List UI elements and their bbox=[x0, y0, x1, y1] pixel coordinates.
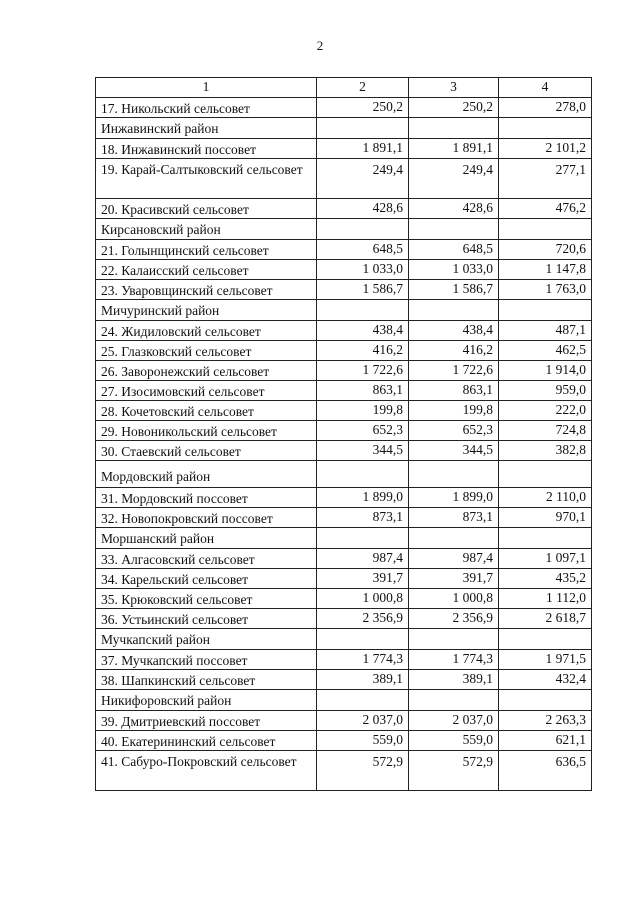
section-row bbox=[96, 300, 592, 321]
value-col-4: 278,0 bbox=[499, 98, 592, 118]
settlement-name: 38. Шапкинский сельсовет bbox=[96, 670, 317, 690]
value-col-4: 476,2 bbox=[499, 199, 592, 219]
empty-cell bbox=[317, 528, 409, 549]
settlement-name: 39. Дмитриевский поссовет bbox=[96, 711, 317, 731]
table-row bbox=[96, 731, 592, 751]
empty-cell bbox=[317, 461, 409, 488]
settlement-name: 35. Крюковский сельсовет bbox=[96, 589, 317, 609]
value-col-4: 1 914,0 bbox=[499, 361, 592, 381]
value-col-4: 970,1 bbox=[499, 508, 592, 528]
value-col-3: 2 037,0 bbox=[409, 711, 499, 731]
value-col-3: 1 891,1 bbox=[409, 139, 499, 159]
table-row bbox=[96, 240, 592, 260]
table-row bbox=[96, 199, 592, 219]
settlement-name: 22. Калаисский сельсовет bbox=[96, 260, 317, 280]
settlement-name: 33. Алгасовский сельсовет bbox=[96, 549, 317, 569]
value-col-4: 1 112,0 bbox=[499, 589, 592, 609]
section-title: Инжавинский район bbox=[96, 118, 317, 139]
value-col-3: 391,7 bbox=[409, 569, 499, 589]
settlement-name: 24. Жидиловский сельсовет bbox=[96, 321, 317, 341]
empty-cell bbox=[499, 690, 592, 711]
value-col-4: 487,1 bbox=[499, 321, 592, 341]
value-col-2: 987,4 bbox=[317, 549, 409, 569]
table-row bbox=[96, 341, 592, 361]
value-col-3: 648,5 bbox=[409, 240, 499, 260]
table-row bbox=[96, 711, 592, 731]
empty-cell bbox=[499, 300, 592, 321]
table-row bbox=[96, 441, 592, 461]
settlement-name: 40. Екатерининский сельсовет bbox=[96, 731, 317, 751]
table-row bbox=[96, 589, 592, 609]
table-row bbox=[96, 569, 592, 589]
value-col-3: 250,2 bbox=[409, 98, 499, 118]
settlement-name: 17. Никольский сельсовет bbox=[96, 98, 317, 118]
value-col-2: 391,7 bbox=[317, 569, 409, 589]
settlement-name: 31. Мордовский поссовет bbox=[96, 488, 317, 508]
empty-cell bbox=[409, 690, 499, 711]
empty-cell bbox=[317, 219, 409, 240]
value-col-3: 987,4 bbox=[409, 549, 499, 569]
settlement-name: 28. Кочетовский сельсовет bbox=[96, 401, 317, 421]
settlement-name: 27. Изосимовский сельсовет bbox=[96, 381, 317, 401]
table-body bbox=[96, 78, 592, 791]
table-row bbox=[96, 508, 592, 528]
settlement-name: 25. Глазковский сельсовет bbox=[96, 341, 317, 361]
empty-cell bbox=[409, 629, 499, 650]
value-col-2: 559,0 bbox=[317, 731, 409, 751]
value-col-3: 873,1 bbox=[409, 508, 499, 528]
value-col-3: 416,2 bbox=[409, 341, 499, 361]
value-col-2: 1 774,3 bbox=[317, 650, 409, 670]
value-col-4: 621,1 bbox=[499, 731, 592, 751]
value-col-4: 382,8 bbox=[499, 441, 592, 461]
value-col-2: 428,6 bbox=[317, 199, 409, 219]
header-cell: 4 bbox=[499, 78, 592, 98]
value-col-4: 277,1 bbox=[499, 159, 592, 199]
value-col-4: 2 101,2 bbox=[499, 139, 592, 159]
value-col-4: 462,5 bbox=[499, 341, 592, 361]
table-row bbox=[96, 159, 592, 199]
value-col-2: 250,2 bbox=[317, 98, 409, 118]
settlement-name: 29. Новоникольский сельсовет bbox=[96, 421, 317, 441]
table-row bbox=[96, 751, 592, 791]
section-title: Мордовский район bbox=[96, 461, 317, 488]
value-col-4: 724,8 bbox=[499, 421, 592, 441]
value-col-2: 863,1 bbox=[317, 381, 409, 401]
value-col-2: 652,3 bbox=[317, 421, 409, 441]
value-col-4: 435,2 bbox=[499, 569, 592, 589]
header-cell: 3 bbox=[409, 78, 499, 98]
data-table bbox=[95, 77, 592, 791]
table-row bbox=[96, 650, 592, 670]
value-col-3: 199,8 bbox=[409, 401, 499, 421]
header-cell: 2 bbox=[317, 78, 409, 98]
table-row bbox=[96, 609, 592, 629]
section-title: Мичуринский район bbox=[96, 300, 317, 321]
section-row bbox=[96, 219, 592, 240]
settlement-name: 37. Мучкапский поссовет bbox=[96, 650, 317, 670]
settlement-name: 23. Уваровщинский сельсовет bbox=[96, 280, 317, 300]
value-col-3: 344,5 bbox=[409, 441, 499, 461]
table-row bbox=[96, 401, 592, 421]
value-col-3: 1 774,3 bbox=[409, 650, 499, 670]
empty-cell bbox=[499, 629, 592, 650]
value-col-2: 873,1 bbox=[317, 508, 409, 528]
value-col-3: 1 899,0 bbox=[409, 488, 499, 508]
empty-cell bbox=[499, 118, 592, 139]
table-row bbox=[96, 98, 592, 118]
value-col-2: 389,1 bbox=[317, 670, 409, 690]
value-col-4: 1 097,1 bbox=[499, 549, 592, 569]
value-col-3: 572,9 bbox=[409, 751, 499, 791]
table-row bbox=[96, 260, 592, 280]
value-col-3: 1 586,7 bbox=[409, 280, 499, 300]
empty-cell bbox=[409, 300, 499, 321]
value-col-3: 1 033,0 bbox=[409, 260, 499, 280]
value-col-4: 720,6 bbox=[499, 240, 592, 260]
empty-cell bbox=[409, 528, 499, 549]
table-row bbox=[96, 421, 592, 441]
value-col-4: 1 763,0 bbox=[499, 280, 592, 300]
value-col-2: 2 356,9 bbox=[317, 609, 409, 629]
empty-cell bbox=[317, 300, 409, 321]
value-col-2: 344,5 bbox=[317, 441, 409, 461]
value-col-4: 636,5 bbox=[499, 751, 592, 791]
value-col-3: 438,4 bbox=[409, 321, 499, 341]
value-col-4: 222,0 bbox=[499, 401, 592, 421]
value-col-4: 432,4 bbox=[499, 670, 592, 690]
section-title: Моршанский район bbox=[96, 528, 317, 549]
section-row bbox=[96, 528, 592, 549]
value-col-3: 428,6 bbox=[409, 199, 499, 219]
value-col-4: 959,0 bbox=[499, 381, 592, 401]
settlement-name: 20. Красивский сельсовет bbox=[96, 199, 317, 219]
section-row bbox=[96, 118, 592, 139]
value-col-3: 1 000,8 bbox=[409, 589, 499, 609]
table-row bbox=[96, 549, 592, 569]
settlement-name: 18. Инжавинский поссовет bbox=[96, 139, 317, 159]
value-col-2: 1 722,6 bbox=[317, 361, 409, 381]
value-col-2: 438,4 bbox=[317, 321, 409, 341]
empty-cell bbox=[409, 219, 499, 240]
value-col-2: 1 033,0 bbox=[317, 260, 409, 280]
section-title: Кирсановский район bbox=[96, 219, 317, 240]
section-row bbox=[96, 461, 592, 488]
table-row bbox=[96, 139, 592, 159]
value-col-4: 2 263,3 bbox=[499, 711, 592, 731]
table-row bbox=[96, 321, 592, 341]
settlement-name: 26. Заворонежский сельсовет bbox=[96, 361, 317, 381]
value-col-2: 199,8 bbox=[317, 401, 409, 421]
value-col-4: 1 147,8 bbox=[499, 260, 592, 280]
table-row bbox=[96, 361, 592, 381]
settlement-name: 32. Новопокровский поссовет bbox=[96, 508, 317, 528]
value-col-3: 559,0 bbox=[409, 731, 499, 751]
table-row bbox=[96, 488, 592, 508]
value-col-2: 1 586,7 bbox=[317, 280, 409, 300]
header-cell: 1 bbox=[96, 78, 317, 98]
value-col-2: 1 000,8 bbox=[317, 589, 409, 609]
value-col-3: 652,3 bbox=[409, 421, 499, 441]
empty-cell bbox=[409, 461, 499, 488]
value-col-3: 863,1 bbox=[409, 381, 499, 401]
empty-cell bbox=[317, 690, 409, 711]
value-col-4: 1 971,5 bbox=[499, 650, 592, 670]
settlement-name: 34. Карельский сельсовет bbox=[96, 569, 317, 589]
value-col-2: 416,2 bbox=[317, 341, 409, 361]
value-col-2: 2 037,0 bbox=[317, 711, 409, 731]
header-row bbox=[96, 78, 592, 98]
value-col-2: 1 899,0 bbox=[317, 488, 409, 508]
empty-cell bbox=[499, 461, 592, 488]
value-col-3: 389,1 bbox=[409, 670, 499, 690]
value-col-2: 572,9 bbox=[317, 751, 409, 791]
table-row bbox=[96, 280, 592, 300]
settlement-name: 36. Устьинский сельсовет bbox=[96, 609, 317, 629]
value-col-4: 2 110,0 bbox=[499, 488, 592, 508]
value-col-2: 1 891,1 bbox=[317, 139, 409, 159]
table-row bbox=[96, 670, 592, 690]
page-number: 2 bbox=[316, 38, 324, 53]
section-row bbox=[96, 629, 592, 650]
section-row bbox=[96, 690, 592, 711]
empty-cell bbox=[409, 118, 499, 139]
value-col-2: 249,4 bbox=[317, 159, 409, 199]
settlement-name: 41. Сабуро-Покровский сельсовет bbox=[96, 751, 317, 791]
settlement-name: 30. Стаевский сельсовет bbox=[96, 441, 317, 461]
settlement-name: 21. Голынщинский сельсовет bbox=[96, 240, 317, 260]
empty-cell bbox=[317, 629, 409, 650]
section-title: Никифоровский район bbox=[96, 690, 317, 711]
value-col-4: 2 618,7 bbox=[499, 609, 592, 629]
table-row bbox=[96, 381, 592, 401]
value-col-3: 249,4 bbox=[409, 159, 499, 199]
empty-cell bbox=[499, 528, 592, 549]
value-col-3: 1 722,6 bbox=[409, 361, 499, 381]
section-title: Мучкапский район bbox=[96, 629, 317, 650]
value-col-2: 648,5 bbox=[317, 240, 409, 260]
empty-cell bbox=[499, 219, 592, 240]
empty-cell bbox=[317, 118, 409, 139]
settlement-name: 19. Карай-Салтыковский сельсовет bbox=[96, 159, 317, 199]
value-col-3: 2 356,9 bbox=[409, 609, 499, 629]
